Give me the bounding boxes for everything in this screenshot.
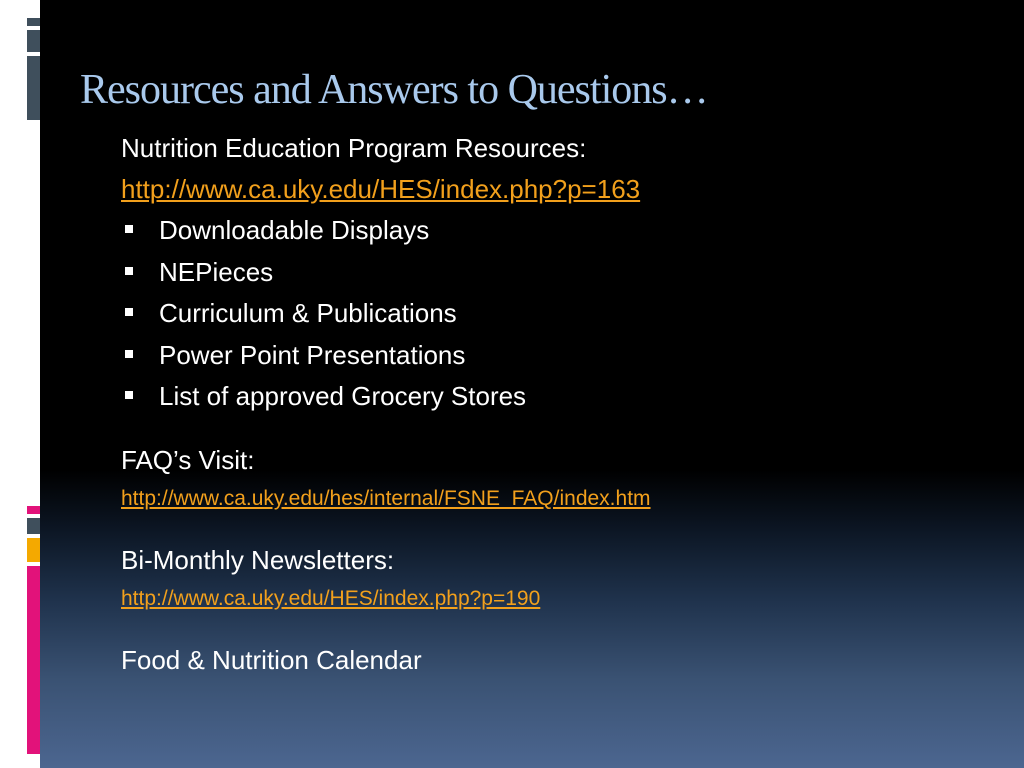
yellow-bar [27, 538, 40, 562]
decorative-side-bars [27, 0, 40, 768]
pink-bar [27, 566, 40, 754]
slide-content [121, 128, 1001, 681]
calendar-heading: Food & Nutrition Calendar [121, 644, 422, 675]
list-item: Power Point Presentations [121, 335, 1001, 377]
slate-bar [27, 30, 40, 52]
faq-heading: FAQ’s Visit: [121, 444, 255, 475]
slide-title: Resources and Answers to Questions… [80, 67, 708, 113]
slate-bar [27, 56, 40, 120]
square-bullet-icon [125, 267, 133, 275]
newsletters-link[interactable]: http://www.ca.uky.edu/HES/index.php?p=190 [121, 586, 541, 610]
faq-link[interactable]: http://www.ca.uky.edu/hes/internal/FSNE_FAQ/index.htm [121, 486, 651, 510]
resources-list [121, 210, 1001, 418]
resources-link[interactable]: http://www.ca.uky.edu/HES/index.php?p=163 [121, 174, 641, 204]
pink-bar [27, 506, 40, 514]
slate-bar [27, 18, 40, 26]
slate-bar [27, 518, 40, 534]
square-bullet-icon [125, 308, 133, 316]
square-bullet-icon [125, 225, 133, 233]
newsletters-heading: Bi-Monthly Newsletters: [121, 544, 395, 575]
list-item: NEPieces [121, 252, 1001, 294]
square-bullet-icon [125, 391, 133, 399]
list-item: Curriculum & Publications [121, 293, 1001, 335]
list-item: Downloadable Displays [121, 210, 1001, 252]
resources-heading: Nutrition Education Program Resources: [121, 133, 587, 163]
square-bullet-icon [125, 350, 133, 358]
list-item: List of approved Grocery Stores [121, 376, 1001, 418]
